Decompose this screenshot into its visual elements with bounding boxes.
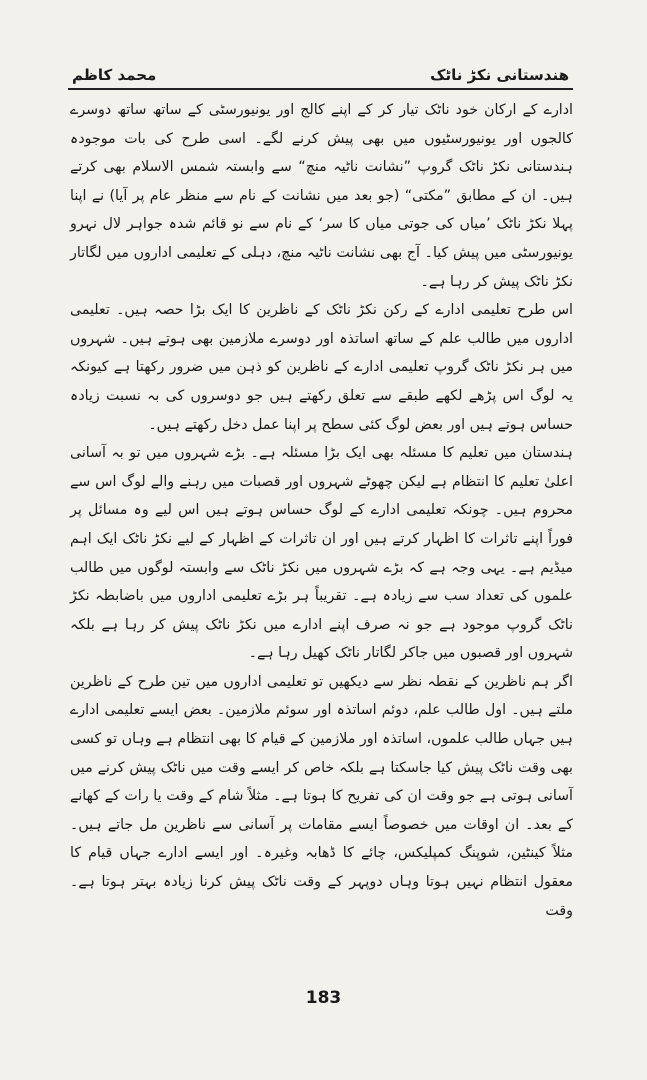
- paragraph-3: ہندستان میں تعلیم کا مسئلہ بھی ایک بڑا مسئلہ ہے۔ بڑے شہروں میں تو بہ آسانی اعلیٰ تعلیم کا انتظام ہے لیکن چھوٹے شہروں اور قصبات میں رہنے والے لوگ اس سے محروم ہیں۔ چونکہ تعلیمی ادارے کے لوگ حساس ہوتے ہیں اس لیے وہ مسائل پر فوراً اپنے تاثرات کا اظہار کرتے ہیں اور ان تاثرات کے اظہار کے لیے نکڑ ناٹک ایک اہم میڈیم ہے۔ یہی وجہ ہے کہ بڑے شہروں میں نکڑ ناٹک سے وابستہ لوگوں میں طالب علموں کی تعداد سب سے زیادہ ہے۔ تقریباً ہر بڑے تعلیمی اداروں میں باضابطہ نکڑ ناٹک گروپ موجود ہے جو نہ صرف اپنے ادارے میں نکڑ ناٹک پیش کر رہا ہے بلکہ شہروں اور قصبوں میں جاکر لگاتار ناٹک کھیل رہا ہے۔: [70, 445, 573, 662]
- page-number: 183: [305, 988, 342, 1008]
- paragraph-4: اگر ہم ناظرین کے نقطہ نظر سے دیکھیں تو تعلیمی اداروں میں تین طرح کے ناظرین ملتے ہیں۔ اول طالب علم، دوئم اساتذہ اور سوئم ملازمین۔ بعض ایسے تعلیمی ادارے ہیں جہاں طالب علموں، اساتذہ اور ملازمین کے قیام کا بھی انتظام ہے وہاں تو کسی بھی وقت ناٹک پیش کیا جاسکتا ہے بلکہ خاص کر ایسے وقت میں ناٹک پیش کرنے میں آسانی ہوتی ہے جو وقت ان کی تفریح کا ہوتا ہے۔ مثلاً شام کے وقت یا رات کے کھانے کے بعد۔ ان اوقات میں خصوصاً ایسے مقامات پر آسانی سے ناظرین مل جاتے ہیں۔ مثلاً کینٹین، شوپنگ کمپلیکس، چائے کا ڈھابہ وغیرہ۔ اور ایسے ادارے جہاں قیام کا معقول انتظام نہیں ہوتا وہاں دوپہر کے وقت ناٹک پیش کرنا زیادہ بہتر ہوتا ہے۔ وقت: [70, 673, 573, 919]
- book-title: هندستانی نکڑ ناٹک: [430, 66, 569, 84]
- header-rule: [68, 88, 573, 90]
- paragraph-1: ادارے کے ارکان خود ناٹک تیار کر کے اپنے کالج اور یونیورسٹی کے ساتھ ساتھ دوسرے کالجوں اور یونیورسٹیوں میں بھی پیش کرنے لگے۔ اسی طرح کی بات موجودہ ہندستانی نکڑ ناٹک گروپ ”نشانت ناٹیہ منچ“ سے وابستہ شمس الاسلام بھی کرتے ہیں۔ ان کے مطابق ”مکتی“ (جو بعد میں نشانت کے نام سے منظر عام پر آیا) نے اپنا پہلا نکڑ ناٹک ’میاں کی جوتی میاں کا سر‘ کے نام سے نو قائم شدہ جواہر لال نہرو یونیورسٹی میں پیش کیا۔ آج بھی نشانت ناٹیہ منچ، دہلی کے تعلیمی اداروں میں لگاتار نکڑ ناٹک پیش کر رہا ہے۔: [70, 102, 573, 290]
- page-body: [70, 96, 573, 925]
- author-name: محمد کاظم: [72, 66, 157, 84]
- paragraph-2: اس طرح تعلیمی ادارے کے رکن نکڑ ناٹک کے ناظرین کا ایک بڑا حصہ ہیں۔ تعلیمی اداروں میں طالب علم کے ساتھ اساتذہ اور دوسرے ملازمین بھی ہوتے ہیں۔ شہروں میں ہر نکڑ ناٹک گروپ تعلیمی ادارے کے ناظرین کو ذہن میں ضرور رکھتا ہے کیونکہ یہ لوگ اس پڑھے لکھے طبقے سے تعلق رکھتے ہیں جو دوسروں کی بہ نسبت زیادہ حساس ہوتے ہیں اور بعض لوگ کئی سطح پر اپنا عمل دخل رکھتے ہیں۔: [70, 302, 573, 433]
- running-header: [72, 58, 569, 84]
